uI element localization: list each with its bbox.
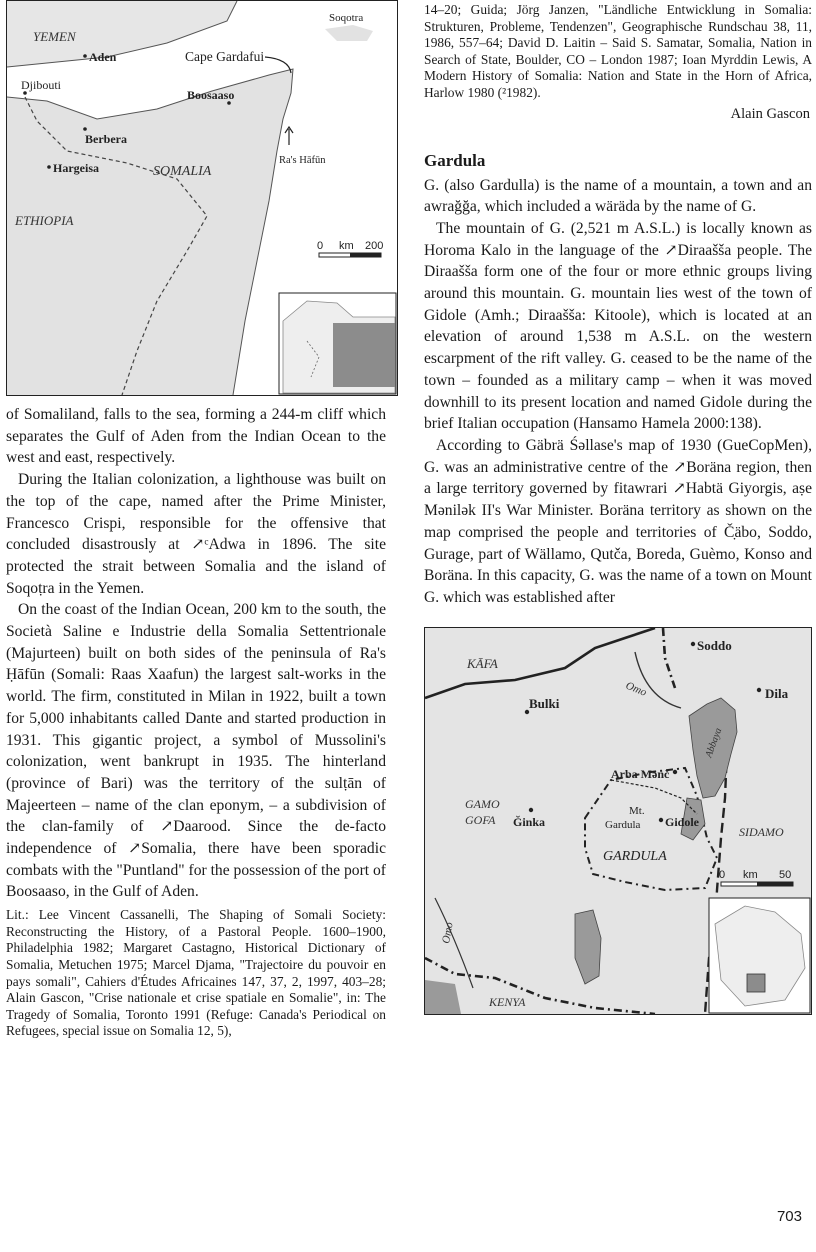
label-bulki: Bulki bbox=[529, 695, 560, 711]
gardula-map bbox=[424, 627, 812, 1015]
scale-unit: km bbox=[339, 240, 354, 252]
label-gamo: GAMO bbox=[465, 796, 500, 811]
label-hargeisa: Hargeisa bbox=[53, 161, 99, 175]
left-paragraph-3: On the coast of the Indian Ocean, 200 km to the south, the Società Saline e Industrie della Somalia Settentrionale (Majurteen) built on both sides of the peninsula of Ra's Ḥāfūn (Somali: Raas Xaafun) the largest salt-works in the world. The firm, constituted in Milan in 1922, built a town for 5,000 inhabitants called Dante and started production in 1931. This gigantic project, a symbol of Mussolini's colonization, went bankrupt in 1935. The hinterland (province of Bari) was the territory of the sulṭān of Majeerteen – name of the clan eponym, – a subdivision of the clan-family of ↗Daarood. Since the de-facto independence of ↗Somalia, there have been sporadic combats with the "Puntland" for the possession of the port of Boosaaso, in the Gulf of Aden. bbox=[6, 601, 386, 901]
label-kafa: KĀFA bbox=[467, 655, 498, 671]
right-paragraph-2: The mountain of G. (2,521 m A.S.L.) is locally known as Horoma Kalo in the language of the ↗Diraašša people. The Diraašša form one of the four or more ethnic groups living around this mountain. G. mountain lies west of the town of Gidole (Amh.; Diraašša: Kitoole), which is located at an elevation of around 1,538 m A.S.L. on the western escarpment of the rift valley. G. ceased to be the name of the town – founded as a military camp – when it was moved downhill to its present location and named Gidole during the brief Italian occupation (Hansamo Hamela 2000:138). bbox=[424, 219, 812, 433]
left-column bbox=[6, 0, 386, 1040]
page-number: 703 bbox=[776, 1208, 802, 1225]
right-paragraph-1: G. (also Gardulla) is the name of a mountain, a town and an awrağğa, which included a wäräda by the name of G. bbox=[424, 176, 812, 216]
label-aden: Aden bbox=[89, 50, 117, 64]
label-sidamo: SIDAMO bbox=[739, 824, 784, 839]
label-boosaaso: Boosaaso bbox=[187, 88, 235, 102]
label-kenya: KENYA bbox=[489, 994, 526, 1009]
right-column bbox=[424, 0, 812, 1015]
label-abbaya: Abbaya bbox=[703, 726, 725, 759]
label-omo-left: Omo bbox=[440, 920, 456, 945]
label-ethiopia: ETHIOPIA bbox=[15, 213, 74, 228]
label-djibouti: Djibouti bbox=[21, 78, 62, 92]
label-berbera: Berbera bbox=[85, 132, 127, 146]
label-gardula-region: GARDULA bbox=[603, 848, 667, 864]
label-yemen: YEMEN bbox=[33, 29, 76, 44]
literature-continued: 14–20; Guida; Jörg Janzen, "Ländliche Entwicklung in Somalia: Strukturen, Probleme, Tendenzen", Geographische Rundschau 38, 11, 1986, 557–64; David D. Laitin – Said S. Samatar, Somalia, Nation in Search of State, Boulder, CO – London 1987; Ioan Myrddin Lewis, A Modern History of Somalia: Nation and State in the Horn of Africa, Harlow 1980 (²1982). bbox=[424, 2, 812, 100]
author-name: Alain Gascon bbox=[730, 105, 810, 122]
label-mt: Mt. bbox=[629, 804, 645, 817]
label-omo-top: Omo bbox=[623, 679, 649, 699]
label-somalia: SOMALIA bbox=[153, 164, 212, 179]
right-paragraph-3: According to Gäbrä Śəllase's map of 1930 (GueCopMen), G. was an administrative centre of the ↗Boräna region, then a large territory governed by fitawrari ↗Habtä Giyorgis, aṣe Mənilək II's War Minister. Boräna territory as shown on the map comprised the people and territories of Č̣äbo, Soddo, Gurage, part of Wällamo, Qutča, Boreda, Guèmo, Konso and Boräna. In this capacity, G. was the name of a town on Mount G. which was established after bbox=[424, 437, 812, 606]
inset-map bbox=[709, 898, 810, 1013]
label-ginka: Ğinka bbox=[513, 814, 546, 829]
scale-zero: 0 bbox=[719, 868, 726, 881]
label-arba-minch: Arba Mənč bbox=[611, 766, 670, 781]
scale-max: 200 bbox=[365, 240, 384, 252]
scale-unit: km bbox=[743, 868, 758, 881]
gardula-map-graphic bbox=[425, 628, 811, 1014]
label-cape: Cape Gardafui bbox=[185, 49, 265, 64]
scale-zero: 0 bbox=[317, 240, 324, 252]
label-dila: Dila bbox=[765, 685, 789, 701]
inset-highlight bbox=[747, 974, 765, 992]
label-gidole: Gidole bbox=[665, 814, 700, 829]
label-gofa: GOFA bbox=[465, 812, 496, 827]
left-paragraph-1: of Somaliland, falls to the sea, forming a 244-m cliff which separates the Gulf of Aden from the Indian Ocean to the west and east, respectively. bbox=[6, 406, 386, 467]
inset-map bbox=[279, 293, 396, 394]
left-paragraph-2: During the Italian colonization, a lighthouse was built on the top of the cape, named after the Prime Minister, Francesco Crispi, responsible for the offensive that concluded disastrously at ↗ᶜAdwa in 1896. The site protected the strait between Somalia and the island of Soqoṭra in the Yemen. bbox=[6, 471, 386, 597]
label-soqotra: Soqotra bbox=[329, 12, 364, 24]
label-soddo: Soddo bbox=[697, 637, 732, 653]
entry-title: Gardula bbox=[424, 150, 486, 170]
label-mt-gardula: Gardula bbox=[605, 818, 641, 831]
somalia-map-graphic bbox=[7, 1, 397, 395]
literature-list: Lit.: Lee Vincent Cassanelli, The Shaping of Somali Society: Reconstructing the History, of a Pastoral People. 1600–1900, Philadelphia 1982; Margaret Castagno, Historical Dictionary of Somalia, Metuchen 1975; Marcel Djama, "Trajectoire du pouvoir en pays somali", Cahiers d'Études Africaines 147, 37, 2, 1997, 403–28; Alain Gascon, "Crise nationale et crise spatiale en Somalie", in: The Tragedy of Somalia, Toronto 1991 (Refuge: Canada's Periodical on Refugees, special issue on Somalia 12, 5), bbox=[6, 907, 386, 1039]
label-ras-hafun: Ra's Hāfūn bbox=[279, 155, 326, 166]
somalia-map bbox=[6, 0, 398, 396]
scale-max: 50 bbox=[779, 868, 792, 881]
inset-highlight bbox=[333, 323, 395, 387]
